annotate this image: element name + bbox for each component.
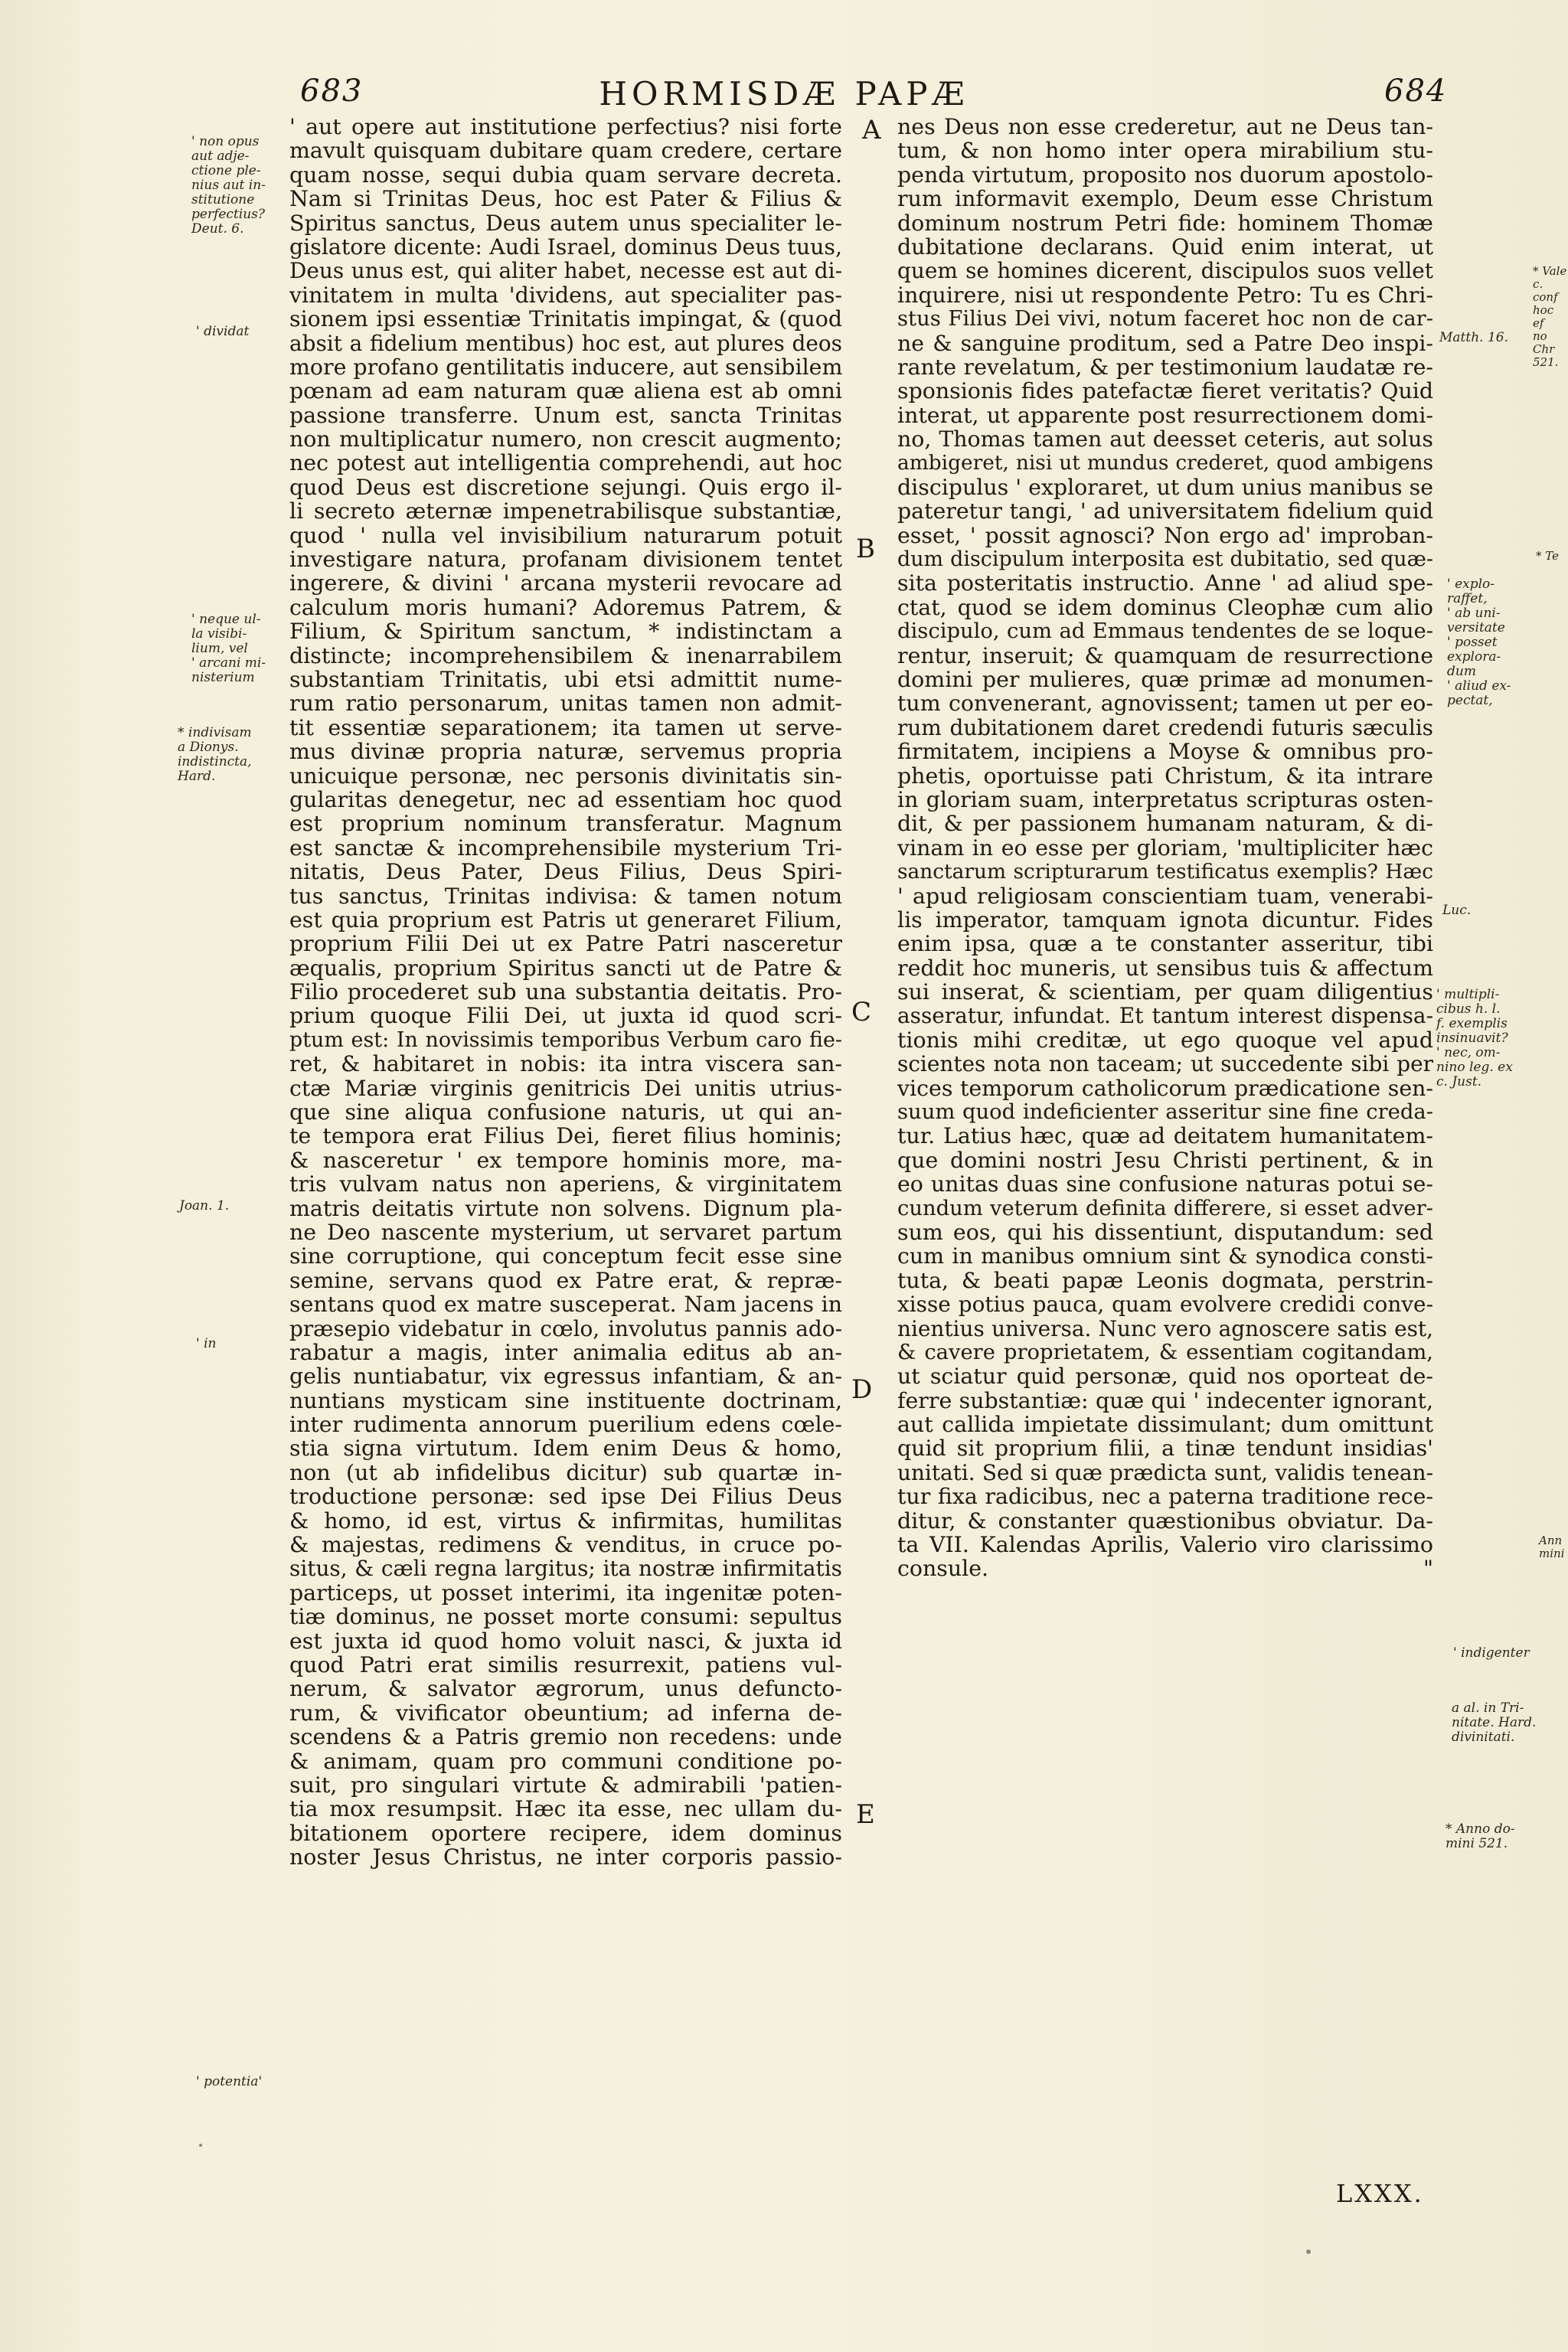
left-column-line: gelis nuntiabatur, vix egressus infantiam, & an-	[289, 1364, 842, 1389]
left-column-line: rum ratio personarum, unitas tamen non admit-	[289, 691, 842, 716]
left-column-line: stia signa virtutum. Idem enim Deus & homo,	[289, 1436, 842, 1461]
left-column-line: est sanctæ & incomprehensibile mysterium Tri-	[289, 835, 842, 861]
margin-note-right-4: ' multipli- cibus h. l. f. exemplis insinuavit? ' nec, om- nino leg. ex c. Just.	[1436, 987, 1513, 1089]
right-column-line: asseratur, infundat. Et tantum interest dispensa-	[897, 1004, 1433, 1028]
right-column-line: ' apud religiosam conscientiam tuam, venerabi-	[897, 884, 1433, 908]
right-column-line: esset, ' possit agnosci? Non ergo ad' improban-	[897, 523, 1433, 548]
right-column-line: domini per mulieres, quæ primæ ad monumen-	[897, 667, 1433, 692]
left-column-line: Filium, & Spiritum sanctum, * indistinctam a	[289, 619, 842, 644]
left-column-line: calculum moris humani? Adoremus Patrem, &	[289, 595, 842, 620]
right-column-line: ta VII. Kalendas Aprilis, Valerio viro clarissimo	[897, 1533, 1433, 1557]
margin-note-left-4: * indivisam a Dionys. indistincta, Hard.	[178, 725, 252, 784]
running-title: HORMISDÆ PAPÆ	[599, 75, 969, 113]
left-column-line: troductione personæ: sed ipse Dei Filius Deus	[289, 1485, 842, 1509]
left-column-line: substantiam Trinitatis, ubi etsi admittit nume-	[289, 667, 842, 692]
ink-spot	[1306, 2249, 1311, 2254]
right-column-line: vices temporum catholicorum prædicatione sen-	[897, 1076, 1433, 1101]
left-column-line: nec potest aut intelligentia comprehendi, aut hoc	[289, 451, 842, 475]
left-column-line: mavult quisquam dubitare quam credere, certare	[289, 139, 842, 163]
edge-fragment-3: Ann mini	[1539, 1534, 1565, 1560]
right-column-line: penda virtutum, proposito nos duorum apostolo-	[897, 162, 1433, 188]
right-column-line: dum discipulum interposita est dubitatio, sed quæ-	[897, 547, 1433, 572]
right-column-line: suum quod indeficienter asseritur sine fine creda-	[897, 1100, 1433, 1125]
right-column-line: cum in manibus omnium sint & synodica consti-	[897, 1244, 1433, 1269]
left-column-line: bitationem oportere recipere, idem dominus	[289, 1821, 842, 1846]
left-column-line: sine corruptione, qui conceptum fecit esse sine	[289, 1244, 842, 1269]
right-column-line: discipulus ' exploraret, ut dum unius manibus se	[897, 475, 1433, 500]
left-column-line: absit a fidelium mentibus) hoc est, aut plures deos	[289, 331, 842, 355]
left-column-line: prium quoque Filii Dei, ut juxta id quod scri-	[289, 1004, 842, 1028]
left-column-line: non (ut ab infidelibus dicitur) sub quartæ in-	[289, 1460, 842, 1485]
right-column-line: nes Deus non esse crederetur, aut ne Deus tan-	[897, 115, 1433, 139]
left-column-line: & nasceretur ' ex tempore hominis more, ma-	[289, 1148, 842, 1173]
margin-note-right-1: Matth. 16.	[1439, 330, 1508, 345]
right-column-line: dominum nostrum Petri fide: hominem Thomæ	[897, 211, 1433, 235]
right-column-line: xisse potius pauca, quam evolvere credidi conve-	[897, 1292, 1433, 1317]
left-column-line: li secreto æternæ impenetrabilisque substantiæ,	[289, 499, 842, 524]
right-column-line: & cavere proprietatem, & essentiam cogitandam,	[897, 1340, 1433, 1364]
right-column-line: ambigeret, nisi ut mundus crederet, quod ambigens	[897, 451, 1433, 475]
section-letter-d: D	[851, 1374, 873, 1405]
left-column-line: præsepio videbatur in cœlo, involutus pannis ado-	[289, 1316, 842, 1341]
left-column-line: sentans quod ex matre susceperat. Nam jacens in	[289, 1292, 842, 1317]
left-column-line: ' aut opere aut institutione perfectius? nisi forte	[289, 115, 842, 139]
left-column-line: & homo, id est, virtus & infirmitas, humilitas	[289, 1508, 842, 1534]
right-column-line: sanctarum scripturarum testificatus exemplis? Hæc	[897, 860, 1433, 884]
margin-note-right-7: * Anno do- mini 521.	[1446, 1821, 1515, 1851]
left-column-line: est juxta id quod homo voluit nasci, & juxta id	[289, 1628, 842, 1653]
left-column-line: investigare natura, profanam divisionem tentet	[289, 547, 842, 572]
left-column-line: Deus unus est, qui aliter habet, necesse est aut di-	[289, 259, 842, 283]
right-column-line: ut sciatur quid personæ, quid nos oporteat de-	[897, 1364, 1433, 1389]
left-column-line: rabatur a magis, inter animalia editus ab an-	[289, 1340, 842, 1365]
margin-note-right-5: ' indigenter	[1453, 1645, 1530, 1661]
left-column-line: nitatis, Deus Pater, Deus Filius, Deus Spiri-	[289, 860, 842, 884]
right-column-line: scientes nota non taceam; ut succedente sibi per	[897, 1052, 1433, 1076]
left-column-line: ne Deo nascente mysterium, ut servaret partum	[289, 1220, 842, 1245]
left-column-line: noster Jesus Christus, ne inter corporis passio-	[289, 1845, 842, 1870]
right-column-line: interat, ut apparente post resurrectionem domi-	[897, 403, 1433, 428]
right-column-line: que domini nostri Jesu Christi pertinent, & in	[897, 1148, 1433, 1173]
left-column-line: inter rudimenta annorum puerilium edens cœle-	[289, 1413, 842, 1437]
right-column-line: rum informavit exemplo, Deum esse Christum	[897, 187, 1433, 211]
right-column-line: lis imperator, tamquam ignota dicuntur. Fides	[897, 907, 1433, 933]
margin-note-left-6: ' in	[196, 1336, 217, 1351]
right-column-line: enim ipsa, quæ a te constanter asseritur, tibi	[897, 932, 1433, 956]
left-column-line: non multiplicatur numero, non crescit augmento;	[289, 427, 842, 452]
margin-note-right-3: Luc.	[1442, 903, 1472, 918]
right-column-line: tionis mihi creditæ, ut ego quoque vel apud	[897, 1027, 1433, 1053]
left-column-line: particeps, ut posset interimi, ita ingenitæ poten-	[289, 1580, 842, 1606]
left-column-line: distincte; incomprehensibilem & inenarrabilem	[289, 643, 842, 668]
margin-note-left-2: ' dividat	[196, 324, 250, 339]
right-column-line: dit, & per passionem humanam naturam, & di-	[897, 812, 1433, 836]
left-column-line: æqualis, proprium Spiritus sancti ut de Patre &	[289, 956, 842, 981]
right-page-number: 684	[1384, 74, 1448, 109]
right-column-line: ferre substantiæ: quæ qui ' indecenter ignorant,	[897, 1388, 1433, 1413]
right-column-line: reddit hoc muneris, ut sensibus tuis & affectum	[897, 956, 1433, 981]
left-column-line: rum, & vivificator obeuntium; ad inferna de-	[289, 1700, 842, 1726]
right-column-line: consule. "	[897, 1557, 1433, 1581]
right-column-line: ditur, & constanter quæstionibus obviatur. Da-	[897, 1508, 1433, 1534]
margin-note-left-3: ' neque ul- la visibi- lium, vel ' arcani mi- nisterium	[191, 612, 266, 685]
left-column-line: passione transferre. Unum est, sancta Trinitas	[289, 403, 842, 428]
left-column-line: tris vulvam natus non aperiens, & virginitatem	[289, 1172, 842, 1197]
left-text-column	[289, 115, 842, 1870]
right-column-line: eo unitas duas sine confusione naturas potui se-	[897, 1172, 1433, 1197]
left-column-line: quod ' nulla vel invisibilium naturarum potuit	[289, 523, 842, 548]
left-column-line: quam nosse, sequi dubia quam servare decreta.	[289, 162, 842, 188]
section-letter-b: B	[856, 534, 875, 564]
right-column-line: rante revelatum, & per testimonium laudatæ re-	[897, 354, 1433, 380]
right-text-column	[897, 115, 1433, 1581]
right-column-line: quem se homines dicerent, discipulos suos vellet	[897, 259, 1433, 283]
left-column-line: matris deitatis virtute non solvens. Dignum pla-	[289, 1196, 842, 1220]
left-column-line: & majestas, redimens & venditus, in cruce po-	[289, 1533, 842, 1557]
left-column-line: Filio procederet sub una substantia deitatis. Pro-	[289, 980, 842, 1004]
right-column-line: discipulo, cum ad Emmaus tendentes de se loque-	[897, 619, 1433, 644]
left-column-line: est quia proprium est Patris ut generaret Filium,	[289, 907, 842, 933]
right-column-line: sita posteritatis instructio. Anne ' ad aliud spe-	[897, 571, 1433, 596]
left-column-line: nuntians mysticam sine instituente doctrinam,	[289, 1388, 842, 1413]
right-column-line: quid sit proprium filii, a tinæ tendunt insidias'	[897, 1436, 1433, 1461]
right-column-line: tur fixa radicibus, nec a paterna traditione rece-	[897, 1485, 1433, 1509]
right-column-line: no, Thomas tamen aut deesset ceteris, aut solus	[897, 427, 1433, 452]
left-column-line: tiæ dominus, ne posset morte consumi: sepultus	[289, 1605, 842, 1629]
right-column-line: cundum veterum definita differere, si esset adver-	[897, 1196, 1433, 1220]
left-column-line: mus divinæ propria naturæ, servemus propria	[289, 740, 842, 764]
left-column-line: unicuique personæ, nec personis divinitatis sin-	[289, 763, 842, 788]
margin-note-left-5: Joan. 1.	[179, 1198, 230, 1214]
left-column-line: te tempora erat Filius Dei, fieret filius hominis;	[289, 1124, 842, 1148]
left-column-line: ptum est: In novissimis temporibus Verbum caro fie-	[289, 1027, 842, 1052]
left-column-line: more profano gentilitatis inducere, aut sensibilem	[289, 354, 842, 380]
left-page-number: 683	[300, 74, 364, 109]
left-column-line: que sine aliqua confusione naturis, ut qui an-	[289, 1100, 842, 1125]
edge-fragment-1: * Vale c. conf hoc ef no Chr 521.	[1533, 264, 1567, 369]
right-column-line: dubitatione declarans. Quid enim interat, ut	[897, 234, 1433, 260]
right-column-line: phetis, oportuisse pati Christum, & ita intrare	[897, 763, 1433, 788]
left-column-line: nerum, & salvator ægrorum, unus defuncto-	[289, 1677, 842, 1701]
left-column-line: gularitas denegetur, nec ad essentiam hoc quod	[289, 787, 842, 812]
left-column-line: quod Deus est discretione sejungi. Quis ergo il-	[289, 475, 842, 500]
right-column-line: in gloriam suam, interpretatus scripturas osten-	[897, 787, 1433, 812]
left-column-line: Nam si Trinitas Deus, hoc est Pater & Filius &	[289, 187, 842, 211]
edge-fragment-2: * Te	[1536, 549, 1559, 563]
right-column-line: sum eos, qui his dissentiunt, disputandum: sed	[897, 1220, 1433, 1245]
margin-note-right-2: ' explo- raffet, ' ab uni- versitate ' posset explora- dum ' aliud ex- pectat,	[1447, 577, 1511, 708]
left-column-line: suit, pro singulari virtute & admirabili 'patien-	[289, 1772, 842, 1798]
left-column-line: quod Patri erat similis resurrexit, patiens vul-	[289, 1653, 842, 1677]
left-column-line: semine, servans quod ex Patre erat, & repræ-	[289, 1268, 842, 1293]
left-column-line: sionem ipsi essentiæ Trinitatis impingat, & (quod	[289, 307, 842, 332]
right-column-line: tum convenerant, agnovissent; tamen ut per eo-	[897, 691, 1433, 716]
left-column-line: est proprium nominum transferatur. Magnum	[289, 812, 842, 836]
left-column-line: ret, & habitaret in nobis: ita intra viscera san-	[289, 1052, 842, 1076]
right-column-line: pateretur tangi, ' ad universitatem fidelium quid	[897, 499, 1433, 524]
left-column-line: tia mox resumpsit. Hæc ita esse, nec ullam du-	[289, 1797, 842, 1821]
right-column-line: nientius universa. Nunc vero agnoscere satis est,	[897, 1316, 1433, 1341]
margin-note-left-7: ' potentia'	[196, 2074, 263, 2089]
right-column-line: sui inserat, & scientiam, per quam diligentius	[897, 980, 1433, 1004]
right-column-line: firmitatem, incipiens a Moyse & omnibus pro-	[897, 740, 1433, 764]
section-letter-a: A	[862, 115, 881, 145]
left-column-line: situs, & cæli regna largitus; ita nostræ infirmitatis	[289, 1557, 842, 1581]
left-column-line: & animam, quam pro communi conditione po-	[289, 1749, 842, 1773]
left-column-line: scendens & a Patris gremio non recedens: unde	[289, 1725, 842, 1749]
section-letter-c: C	[851, 997, 872, 1027]
right-column-line: tuta, & beati papæ Leonis dogmata, perstrin-	[897, 1268, 1433, 1293]
left-column-line: ingerere, & divini ' arcana mysterii revocare ad	[289, 571, 842, 596]
right-column-line: rentur, inseruit; & quamquam de resurrectione	[897, 643, 1433, 668]
left-column-line: tus sanctus, Trinitas indivisa: & tamen notum	[289, 884, 842, 908]
left-column-line: pœnam ad eam naturam quæ aliena est ab omni	[289, 379, 842, 403]
signature-mark: LXXX.	[1336, 2179, 1424, 2208]
ink-spot	[199, 2144, 202, 2147]
section-letter-e: E	[856, 1799, 875, 1830]
left-column-line: Spiritus sanctus, Deus autem unus specialiter le-	[289, 211, 842, 235]
right-column-line: vinam in eo esse per gloriam, 'multipliciter hæc	[897, 835, 1433, 861]
right-column-line: sponsionis fides patefactæ fieret veritatis? Quid	[897, 379, 1433, 403]
left-column-line: tit essentiæ separationem; ita tamen ut serve-	[289, 715, 842, 740]
right-column-line: stus Filius Dei vivi, notum faceret hoc non de car-	[897, 307, 1433, 332]
margin-note-right-6: a al. in Tri- nitate. Hard. divinitati.	[1452, 1700, 1537, 1745]
right-column-line: ctat, quod se idem dominus Cleophæ cum alio	[897, 595, 1433, 620]
left-column-line: proprium Filii Dei ut ex Patre Patri nasceretur	[289, 932, 842, 956]
left-column-line: ctæ Mariæ virginis genitricis Dei unitis utrius-	[289, 1076, 842, 1101]
left-column-line: gislatore dicente: Audi Israel, dominus Deus tuus,	[289, 234, 842, 260]
right-column-line: unitati. Sed si quæ prædicta sunt, validis tenean-	[897, 1460, 1433, 1485]
right-column-line: aut callida impietate dissimulant; dum omittunt	[897, 1413, 1433, 1437]
right-column-line: rum dubitationem daret credendi futuris sæculis	[897, 715, 1433, 740]
right-column-line: tum, & non homo inter opera mirabilium stu-	[897, 139, 1433, 163]
margin-note-left-1: ' non opus aut adje- ctione ple- nius aut in- stitutione perfectius? Deut. 6.	[191, 134, 266, 237]
right-column-line: inquirere, nisi ut respondente Petro: Tu es Chri-	[897, 283, 1433, 308]
left-column-line: vinitatem in multa 'dividens, aut specialiter pas-	[289, 283, 842, 308]
right-column-line: ne & sanguine proditum, sed a Patre Deo inspi-	[897, 331, 1433, 355]
right-column-line: tur. Latius hæc, quæ ad deitatem humanitatem-	[897, 1124, 1433, 1148]
